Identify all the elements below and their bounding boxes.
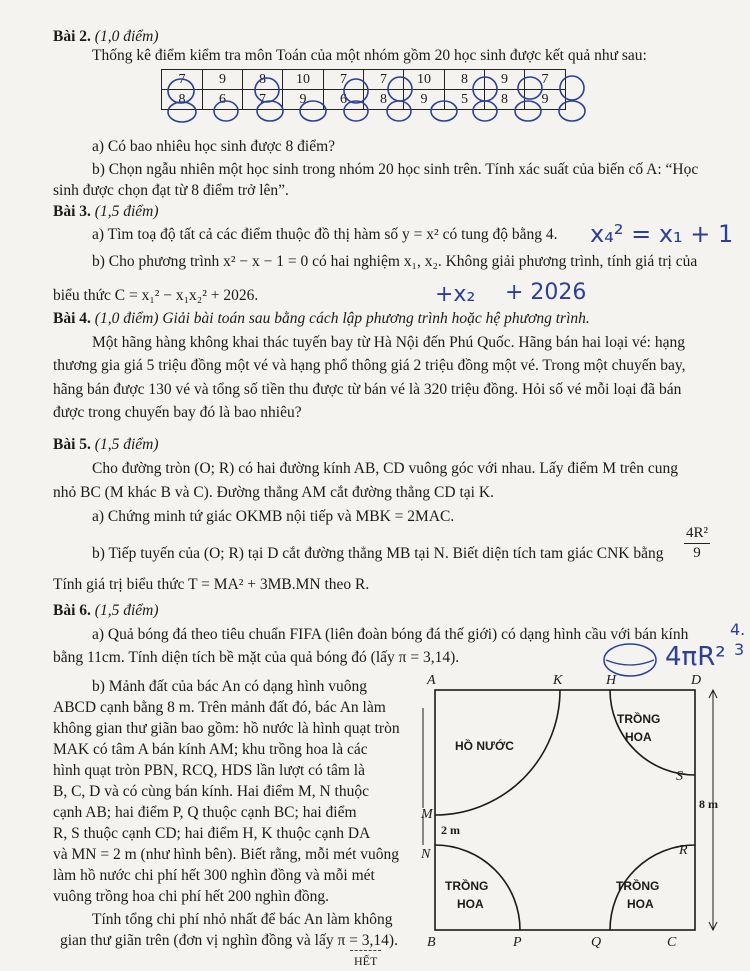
bai6-header bbox=[53, 601, 158, 621]
square-abcd bbox=[435, 690, 695, 930]
mn-length-label: 2 m bbox=[441, 823, 460, 837]
score-cell: 6 bbox=[324, 90, 364, 110]
bai2-question-a: a) Có bao nhiêu học sinh được 8 điểm? bbox=[92, 138, 336, 155]
label-q: Q bbox=[591, 935, 602, 950]
bai2-points: (1,0 điểm) bbox=[94, 28, 159, 45]
bai5-line1: Cho đường tròn (O; R) có hai đường kính AB, CD vuông góc với nhau. Lấy điểm M trên cung bbox=[92, 460, 678, 477]
side-length-label: 8 m bbox=[699, 797, 718, 811]
score-cell: 8 bbox=[445, 70, 485, 90]
bai2-question-b-line1: b) Chọn ngẫu nhiên một học sinh trong nhóm 20 học sinh trên. Tính xác suất của biến cố A: “Học bbox=[92, 161, 699, 178]
bai4-points: (1,0 điểm) bbox=[94, 310, 159, 327]
label-a: A bbox=[427, 673, 436, 688]
fraction-numerator: 4R² bbox=[684, 524, 710, 544]
bai6-heading: Bài 6. bbox=[53, 602, 91, 619]
bai3-heading: Bài 3. bbox=[53, 203, 91, 220]
bai3-question-b-line1: b) Cho phương trình x² − x − 1 = 0 có hai nghiệm x₁, x₂. Không giải phương trình, tính giá trị của bbox=[92, 253, 698, 270]
flower-label-c-2: HOA bbox=[627, 897, 654, 911]
handwritten-note-3: + 2026 bbox=[505, 280, 587, 305]
bai2-question-b-line2: sinh được chọn đạt từ 8 điểm trở lên”. bbox=[53, 182, 289, 199]
score-cell: 9 bbox=[283, 90, 324, 110]
bai5-question-b-line2: Tính giá trị biểu thức T = MA² + 3MB.MN theo R. bbox=[53, 576, 370, 593]
bai6-b-line: B, C, D và có cùng bán kính. Hai điểm M, N thuộc bbox=[53, 783, 369, 800]
bai4-heading: Bài 4. bbox=[53, 310, 91, 327]
label-c: C bbox=[667, 935, 677, 950]
handwritten-note-5: 4. bbox=[730, 620, 746, 639]
flower-label-c-1: TRỒNG bbox=[616, 879, 660, 893]
bai5-heading: Bài 5. bbox=[53, 436, 91, 453]
score-cell: 7 bbox=[324, 70, 364, 90]
handwritten-note-6: 3 bbox=[734, 640, 745, 659]
label-k: K bbox=[553, 673, 563, 688]
score-cell: 9 bbox=[203, 70, 243, 90]
bai6-b-line: Tính tổng chi phí nhỏ nhất để bác An làm không bbox=[92, 911, 393, 928]
bai6-b-line: gian thư giãn trên (đơn vị nghìn đồng và lấy π = 3,14). bbox=[60, 932, 398, 949]
lake-label: HỒ NƯỚC bbox=[455, 739, 514, 753]
bai5-points: (1,5 điểm) bbox=[94, 436, 159, 453]
flower-label-d-1: TRỒNG bbox=[617, 712, 661, 726]
bai3-question-a: a) Tìm toạ độ tất cả các điểm thuộc đồ thị hàm số y = x² có tung độ bằng 4. bbox=[92, 226, 558, 243]
label-d: D bbox=[691, 673, 702, 688]
bai6-b-line: R, S thuộc cạnh CD; hai điểm H, K thuộc cạnh DA bbox=[53, 825, 371, 842]
score-cell: 8 bbox=[162, 90, 203, 110]
score-cell: 9 bbox=[485, 70, 525, 90]
bai6-b-line: và MN = 2 m (như hình bên). Biết rằng, mỗi mét vuông bbox=[53, 846, 400, 863]
bai6-b-line: MAK có tâm A bán kính AM; khu trồng hoa là các bbox=[53, 741, 368, 758]
bai2-header bbox=[53, 27, 158, 47]
flower-label-b-2: HOA bbox=[457, 897, 484, 911]
score-cell: 9 bbox=[404, 90, 445, 110]
bai2-intro: Thống kê điểm kiểm tra môn Toán của một nhóm gồm 20 học sinh được kết quả như sau: bbox=[92, 47, 647, 64]
bai4-line1: Một hãng hàng không khai thác tuyến bay từ Hà Nội đến Phú Quốc. Hãng bán hai loại vé: hạng bbox=[92, 334, 685, 351]
bai3-points: (1,5 điểm) bbox=[94, 203, 159, 220]
bai5-fraction bbox=[684, 524, 710, 563]
flower-label-d-2: HOA bbox=[625, 730, 652, 744]
flower-label-b-1: TRỒNG bbox=[445, 879, 489, 893]
label-m: M bbox=[421, 807, 433, 822]
score-cell: 5 bbox=[445, 90, 485, 110]
score-cell: 10 bbox=[283, 70, 324, 90]
score-cell: 6 bbox=[203, 90, 243, 110]
bai6-b-line: không gian thư giãn bao gồm: hồ nước là hình quạt tròn bbox=[53, 720, 400, 737]
bai6-b-line: cạnh AB; hai điểm P, Q thuộc cạnh BC; hai điểm bbox=[53, 804, 357, 821]
label-b: B bbox=[427, 935, 436, 950]
bai6-points: (1,5 điểm) bbox=[94, 602, 159, 619]
handwritten-note-1: x₄² = x₁ + 1 bbox=[590, 220, 734, 248]
label-s: S bbox=[676, 769, 683, 784]
footer-end: HẾT bbox=[350, 950, 381, 971]
bai4-instruction: Giải bài toán sau bằng cách lập phương trình hoặc hệ phương trình. bbox=[162, 310, 590, 327]
bai5-header bbox=[53, 435, 158, 455]
label-r: R bbox=[679, 843, 688, 858]
bai3-question-b-line2: biểu thức C = x₁² − x₁x₂² + 2026. bbox=[53, 287, 259, 304]
bai6-b-line: ABCD cạnh bằng 8 m. Trên mảnh đất đó, bác An làm bbox=[53, 699, 386, 716]
bai4-line3: hãng bán được 130 vé và tổng số tiền thu được từ bán vé là 320 triệu đồng. Hỏi số vé mỗi loại đã bán bbox=[53, 381, 682, 398]
fraction-denominator: 9 bbox=[693, 545, 701, 561]
pen-circles bbox=[160, 64, 600, 124]
bai4-line2: thương gia giá 5 triệu đồng một vé và hạng phổ thông giá 2 triệu đồng một vé. Trong một chuyến bay, bbox=[53, 357, 686, 374]
bai2-heading: Bài 2. bbox=[53, 28, 91, 45]
bai5-line2: nhỏ BC (M khác B và C). Đường thẳng AM cắt đường thẳng CD tại K. bbox=[53, 484, 494, 501]
label-n: N bbox=[421, 847, 431, 862]
bai6-question-a-line2: bằng 11cm. Tính diện tích bề mặt của quả bóng đó (lấy π = 3,14). bbox=[53, 649, 460, 666]
handwritten-note-2: +x₂ bbox=[435, 282, 476, 307]
score-cell: 7 bbox=[243, 90, 283, 110]
bai5-question-a: a) Chứng minh tứ giác OKMB nội tiếp và MBK = 2MAC. bbox=[92, 508, 455, 525]
bai6-b-line: vuông trồng hoa chi phí hết 200 nghìn đồng. bbox=[53, 888, 329, 905]
label-p: P bbox=[513, 935, 522, 950]
score-cell: 8 bbox=[485, 90, 525, 110]
bai6-question-a-line1: a) Quả bóng đá theo tiêu chuẩn FIFA (liên đoàn bóng đá thế giới) có dạng hình cầu với bán kính bbox=[92, 626, 689, 643]
bai6-b-line: hình quạt tròn PBN, RCQ, HDS lần lượt có tâm là bbox=[53, 762, 365, 779]
score-cell: 7 bbox=[162, 70, 203, 90]
garden-figure bbox=[413, 668, 743, 953]
score-cell: 8 bbox=[243, 70, 283, 90]
bai6-b-line: b) Mảnh đất của bác An có dạng hình vuông bbox=[92, 678, 368, 695]
bai4-header bbox=[53, 309, 590, 329]
score-cell: 8 bbox=[364, 90, 404, 110]
score-cell: 7 bbox=[364, 70, 404, 90]
bai6-b-line: làm hồ nước chi phí hết 300 nghìn đồng và mỗi mét bbox=[53, 867, 375, 884]
score-cell: 7 bbox=[525, 70, 566, 90]
label-h: H bbox=[606, 673, 617, 688]
bai3-header bbox=[53, 202, 158, 222]
score-cell: 10 bbox=[404, 70, 445, 90]
flower-arc-d bbox=[610, 690, 695, 775]
bai4-line4: được trong chuyến bay đó là bao nhiêu? bbox=[53, 404, 302, 421]
score-cell: 9 bbox=[525, 90, 566, 110]
handwritten-note-4: 4πR² bbox=[665, 642, 726, 672]
bai5-question-b: b) Tiếp tuyến của (O; R) tại D cắt đường thẳng MB tại N. Biết diện tích tam giác CNK bằng bbox=[92, 545, 664, 562]
